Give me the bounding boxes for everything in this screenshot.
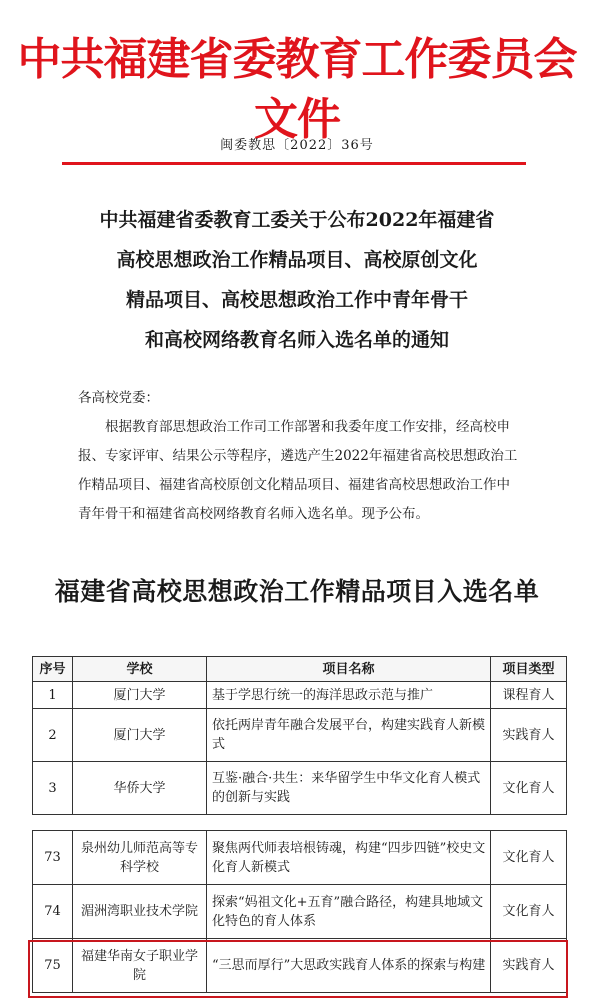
column-header-project: 项目名称 [207, 657, 491, 682]
column-header-no: 序号 [33, 657, 73, 682]
row-project: 基于学思行统一的海洋思政示范与推广 [207, 682, 491, 709]
notice-title-line: 和高校网络教育名师入选名单的通知 [144, 329, 449, 351]
highlight-box [28, 940, 568, 998]
row-no: 75 [33, 939, 73, 993]
row-type: 文化育人 [491, 885, 567, 939]
document-number: 闽委教思〔2022〕36号 [220, 138, 374, 153]
row-type: 实践育人 [491, 939, 567, 993]
row-no: 1 [33, 682, 73, 709]
list-title: 福建省高校思想政治工作精品项目入选名单 [54, 577, 540, 606]
row-school: 湄洲湾职业技术学院 [73, 885, 207, 939]
column-header-school: 学校 [73, 657, 207, 682]
table-row [33, 831, 567, 885]
notice-body [78, 384, 518, 529]
table-row [33, 709, 567, 762]
document-header-title: 中共福建省委教育工作委员会文件 [17, 34, 577, 145]
row-school: 福建华南女子职业学院 [73, 939, 207, 993]
notice-title-line: 中共福建省委教育工委关于公布2022年福建省 [99, 209, 495, 231]
project-table-top [32, 656, 567, 815]
row-type: 文化育人 [491, 831, 567, 885]
row-no: 3 [33, 762, 73, 815]
notice-paragraph: 根据教育部思想政治工作司工作部署和我委年度工作安排，经高校申报、专家评审、结果公示等程序，遴选产生2022年福建省高校思想政治工作精品项目、福建省高校原创文化精品项目、福建省高校思想政治工作中青年骨干和福建省高校网络教育名师入选名单。现予公布。 [78, 419, 518, 522]
notice-title-line: 精品项目、高校思想政治工作中青年骨干 [125, 289, 468, 311]
row-no: 73 [33, 831, 73, 885]
table-row [33, 762, 567, 815]
row-school: 厦门大学 [73, 682, 207, 709]
row-project: “三思而厚行”大思政实践育人体系的探索与构建 [207, 939, 491, 993]
row-project: 聚焦两代师表培根铸魂，构建“四步四链”校史文化育人新模式 [207, 831, 491, 885]
salutation: 各高校党委： [78, 390, 159, 406]
row-type: 文化育人 [491, 762, 567, 815]
table-row [33, 682, 567, 709]
row-no: 2 [33, 709, 73, 762]
notice-title [0, 200, 594, 360]
red-divider [62, 162, 526, 165]
row-school: 厦门大学 [73, 709, 207, 762]
table-header-row [33, 657, 567, 682]
row-project: 依托两岸青年融合发展平台，构建实践育人新模式 [207, 709, 491, 762]
table-row [33, 885, 567, 939]
row-project: 探索“妈祖文化+五育”融合路径，构建具地域文化特色的育人体系 [207, 885, 491, 939]
row-school: 泉州幼儿师范高等专科学校 [73, 831, 207, 885]
row-type: 实践育人 [491, 709, 567, 762]
row-type: 课程育人 [491, 682, 567, 709]
row-no: 74 [33, 885, 73, 939]
column-header-type: 项目类型 [491, 657, 567, 682]
notice-title-line: 高校思想政治工作精品项目、高校原创文化 [116, 249, 478, 271]
row-project: 互鉴·融合·共生：来华留学生中华文化育人模式的创新与实践 [207, 762, 491, 815]
row-school: 华侨大学 [73, 762, 207, 815]
